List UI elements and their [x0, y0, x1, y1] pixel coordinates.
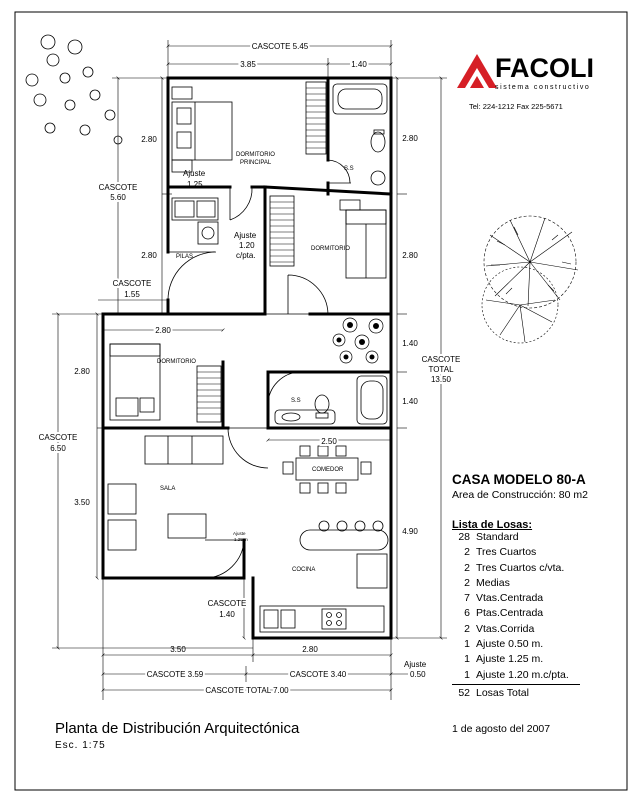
room-ss-top: S.S	[344, 166, 354, 172]
room-armario-1: Ajuste	[233, 531, 246, 536]
drawing-date: 1 de agosto del 2007	[452, 723, 551, 735]
dim-cascote-560-2: 5.60	[110, 193, 126, 202]
slab-label: Tres Cuartos	[476, 546, 537, 559]
brand-tagline: sistema constructivo	[495, 84, 591, 91]
slab-item	[452, 562, 622, 577]
slab-total-label: Losas Total	[476, 686, 529, 699]
dim-cascote-total-700: CASCOTE TOTAL 7.00	[205, 686, 289, 695]
slab-label: Tres Cuartos c/vta.	[476, 561, 565, 574]
slab-item	[452, 592, 622, 607]
dim-250: 2.50	[321, 437, 337, 446]
slab-qty: 2	[464, 546, 470, 559]
dimension-lines	[52, 40, 447, 700]
slab-qty: 1	[464, 638, 470, 651]
slab-qty: 2	[464, 576, 470, 589]
slab-list-title: Lista de Losas:	[452, 519, 533, 531]
ajuste-120-line3: c/pta.	[236, 251, 256, 260]
slab-item	[452, 577, 622, 592]
slab-label: Ptas.Centrada	[476, 607, 544, 620]
dim-385: 3.85	[240, 60, 256, 69]
slab-qty: 2	[464, 561, 470, 574]
dim-490: 4.90	[402, 527, 418, 536]
slab-qty: 1	[464, 653, 470, 666]
ajuste-120-line1: Ajuste	[234, 231, 257, 240]
ajuste-050-line1: Ajuste	[404, 660, 427, 669]
room-dormitorio-mid: DORMITORIO	[311, 246, 350, 252]
dim-280-dorm: 2.80	[155, 326, 171, 335]
dim-cascote-total-1: CASCOTE	[421, 355, 461, 364]
slab-total	[452, 687, 622, 702]
slab-item	[452, 669, 580, 685]
dim-cascote-340: CASCOTE 3.40	[289, 670, 347, 679]
slab-item	[452, 607, 622, 622]
room-labels	[157, 152, 354, 573]
dim-280-left-1: 2.80	[141, 135, 157, 144]
slab-item	[452, 531, 622, 546]
model-area: Area de Construcción: 80 m2	[452, 489, 588, 501]
dim-350-left: 3.50	[74, 498, 90, 507]
slab-qty: 6	[464, 607, 470, 620]
room-dorm-principal-2: PRINCIPAL	[240, 160, 272, 166]
brand-logo-mark	[457, 54, 497, 88]
room-comedor: COMEDOR	[312, 467, 344, 473]
slab-item	[452, 623, 622, 638]
room-sala: SALA	[160, 486, 176, 492]
drawing-scale: Esc. 1:75	[55, 740, 106, 751]
model-title: CASA MODELO 80-A	[452, 472, 586, 487]
dim-cascote-140-1: CASCOTE	[207, 599, 247, 608]
dim-280-right-2: 2.80	[402, 251, 418, 260]
dim-cascote-545: CASCOTE 5.45	[251, 42, 309, 51]
ajuste-050-line2: 0.50	[410, 670, 426, 679]
slab-label: Ajuste 1.25 m.	[476, 653, 544, 666]
slab-label: Ajuste 0.50 m.	[476, 638, 544, 651]
room-dormitorio-left: DORMITORIO	[157, 359, 196, 365]
dim-cascote-155-2: 1.55	[124, 290, 140, 299]
room-armario-2: 1.25 m	[234, 537, 248, 542]
room-pilas: PILAS	[176, 254, 194, 260]
dim-cascote-560-1: CASCOTE	[98, 183, 138, 192]
slab-qty: 2	[464, 622, 470, 635]
slab-label: Standard	[476, 531, 519, 543]
dim-cascote-total-2: TOTAL	[428, 365, 454, 374]
dim-280-left-2: 2.80	[141, 251, 157, 260]
dim-cascote-140-2: 1.40	[219, 610, 235, 619]
dim-140-top: 1.40	[351, 60, 367, 69]
slab-item	[452, 546, 622, 561]
dim-140-right-2: 1.40	[402, 397, 418, 406]
slab-item	[452, 653, 622, 668]
door-swings	[168, 160, 351, 578]
foliage-top-left	[26, 35, 122, 144]
dim-cascote-359: CASCOTE 3.59	[146, 670, 204, 679]
ajuste-120-line2: 1.20	[239, 241, 255, 250]
model-info	[452, 472, 622, 702]
slab-label: Vtas.Centrada	[476, 592, 544, 605]
dim-350-bottom: 3.50	[170, 645, 186, 654]
ajuste-125-line2: 1.25	[187, 180, 203, 189]
slab-list	[452, 531, 622, 702]
slab-label: Vtas.Corrida	[476, 622, 535, 635]
drawing-title: Planta de Distribución Arquitectónica	[55, 720, 300, 737]
slab-total-qty: 52	[458, 686, 470, 699]
slab-label: Ajuste 1.20 m.c/pta.	[476, 668, 569, 681]
room-cocina: COCINA	[292, 567, 316, 573]
slab-label: Medias	[476, 576, 510, 589]
dim-280-bottom: 2.80	[302, 645, 318, 654]
slab-qty: 28	[458, 531, 470, 543]
slab-qty: 7	[464, 592, 470, 605]
dim-280-left-lower: 2.80	[74, 367, 90, 376]
dim-cascote-650-2: 6.50	[50, 444, 66, 453]
dim-140-right-1: 1.40	[402, 339, 418, 348]
room-ss-mid: S.S	[291, 398, 301, 404]
brand-contact: Tel: 224-1212 Fax 225-5671	[469, 102, 563, 111]
brand-name: FACOLI	[495, 53, 594, 83]
dim-cascote-total-3: 13.50	[430, 375, 452, 384]
tree-drawing	[482, 216, 578, 343]
dim-cascote-650-1: CASCOTE	[38, 433, 78, 442]
room-dorm-principal-1: DORMITORIO	[236, 152, 275, 158]
dim-cascote-155-1: CASCOTE	[112, 279, 152, 288]
dim-280-right-1: 2.80	[402, 134, 418, 143]
slab-item	[452, 638, 622, 653]
ajuste-125-line1: Ajuste	[183, 169, 206, 178]
slab-qty: 1	[464, 668, 470, 681]
